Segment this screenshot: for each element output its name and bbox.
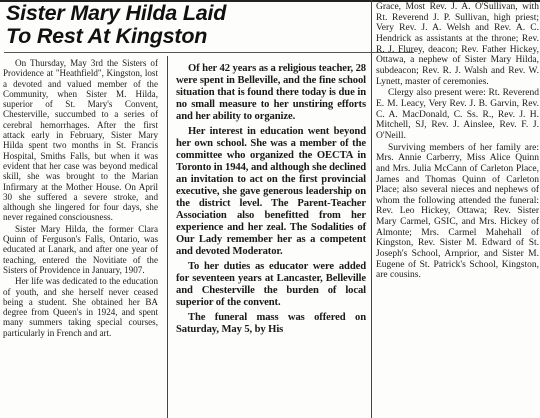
paragraph: Of her 42 years as a religious teacher, 28 were spent in Belleville, and the fine school situation that is found there today is due in no small measure to her unstiring efforts and her ability to organize. <box>176 63 366 122</box>
article-column-2 <box>176 63 366 336</box>
paragraph: Clergy also present were: Rt. Reverend E. M. Leacy, Very Rev. J. B. Garvin, Rev. C. A. MacDonald, C. Ss. R., Rev. J. H. Mitchell, SJ, Rev. J. Ainslee, Rev. F. J. O'Neill. <box>376 88 539 141</box>
paragraph: Grace, Most Rev. J. A. O'Sullivan, with Rt. Reverend J. P. Sullivan, high priest; Very Rev. J. A. Welsh and Rev. A. C. Hendrick as assistants at the throne; Rev. R. J. Flurey, deacon; Rev. Father Hickey, Ottawa, a nephew of Sister Mary Hilda, subdeacon; Rev. R. J. Walsh and Rev. W. Lynett, master of ceremonies. <box>376 2 539 87</box>
article-column-1 <box>3 58 158 338</box>
article-column-3 <box>376 2 539 281</box>
paragraph: Her interest in education went beyond her own school. She was a member of the committee who organized the OECTA in Toronto in 1944, and although she declined an invitation to act on the first provincial executive, she gave generous leadership on the district level. The Parent-Teacher Association also benefitted from her experience and her zeal. The Sodalities of Our Lady remember her as a competent and devoted Moderator. <box>176 126 366 257</box>
column-divider-2 <box>371 0 372 418</box>
paragraph: Sister Mary Hilda, the former Clara Quinn of Ferguson's Falls, Ontario, was educated at Lanark, and after one year of teaching, entered the Novitiate of the Sisters of Providence in January, 1907. <box>3 223 158 275</box>
headline-line-1: Sister Mary Hilda Laid <box>6 1 227 25</box>
paragraph: Her life was dedicated to the education of youth, and she herself never ceased being a student. She obtained her BA degree from Queen's in 1924, and spent many summers taking special courses, particularly in French and art. <box>3 276 158 338</box>
paragraph: Surviving members of her family are: Mrs. Annie Carberry, Miss Alice Quinn and Mrs. Julia McCann of Carleton Place, James and Thomas Quinn of Carleton Place; also several nieces and nephews of whom the following attended the funeral: Rev. Leo Hickey, Ottawa; Rev. Sister Mary Carmel, GSIC, and Mrs. Hickey of Almonte; Mrs. Carmel Mahehall of Kingston, Rev. Sister M. Edward of St. Joseph's School, Arnprior, and Sister M. Eugene of St. Patrick's School, Kingston, are cousins. <box>376 142 539 281</box>
headline-line-2: To Rest At Kingston <box>6 24 208 48</box>
paragraph: The funeral mass was offered on Saturday, May 5, by His <box>176 312 366 335</box>
headline <box>6 2 406 48</box>
headline-underline <box>4 52 414 53</box>
column-divider-1 <box>167 56 168 418</box>
paragraph: To her duties as educator were added for seventeen years at Lancaster, Belleville and Chesterville the burden of local superior of the convent. <box>176 261 366 308</box>
paragraph: On Thursday, May 3rd the Sisters of Providence at "Heathfield", Kingston, lost a devoted and valued member of the Community, when Sister M. Hilda, superior of St. Mary's Convent, Chesterville, succumbed to a series of cerebral hemorrhages. After the first attack early in February, Sister Mary Hilda spent two months in St. Francis Hospital, Smiths Falls, but when it was evident that her case was beyond medical skill, she was brought to the Marian Infirmary at the Mother House. On April 30 she suffered a severe stroke, and although she lingered for four days, she never regained consciousness. <box>3 58 158 223</box>
